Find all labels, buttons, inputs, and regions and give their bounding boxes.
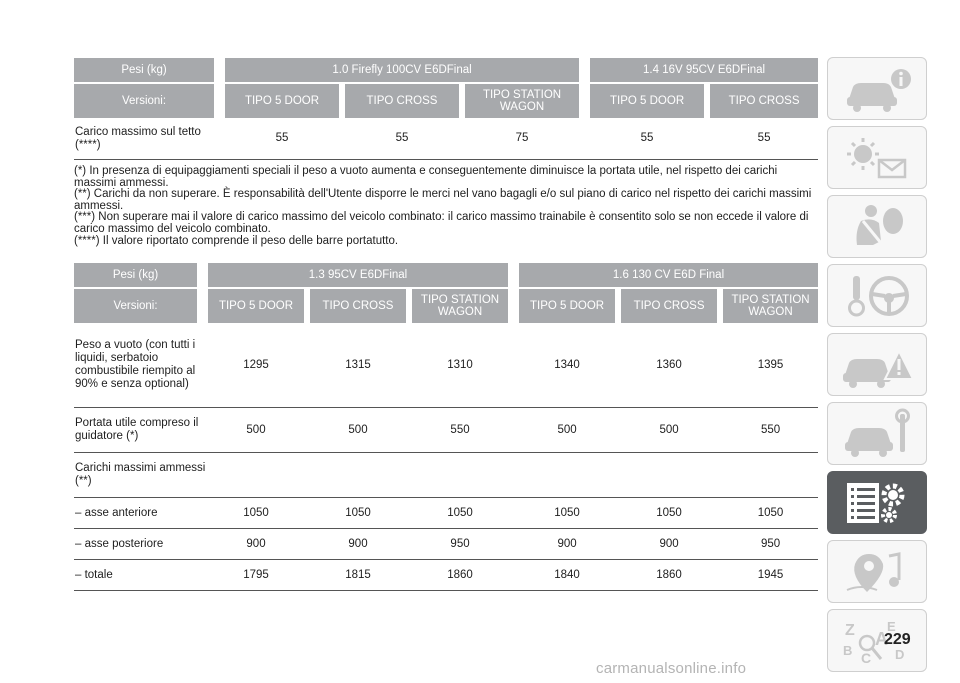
key-steering-wheel-icon	[837, 270, 917, 322]
cell: 75	[465, 118, 579, 160]
row-label: Carichi massimi ammessi (**)	[74, 453, 208, 498]
versions-label: Versioni:	[74, 84, 214, 118]
tab-alphabetical-index[interactable]	[827, 609, 927, 672]
warning-lights-icon	[837, 132, 917, 184]
version-header: TIPO 5 DOOR	[225, 84, 339, 118]
table-row	[74, 529, 818, 560]
cell: 1860	[412, 560, 508, 591]
svg-text:A: A	[875, 628, 888, 649]
row-label: – totale	[74, 560, 208, 591]
multimedia-icon	[837, 546, 917, 598]
engine-header: 1.4 16V 95CV E6DFinal	[590, 58, 818, 82]
version-header: TIPO STATION WAGON	[412, 289, 508, 323]
version-header: TIPO 5 DOOR	[519, 289, 615, 323]
cell: 1795	[208, 560, 304, 591]
engine-header: 1.0 Firefly 100CV E6DFinal	[225, 58, 579, 82]
cell: 55	[345, 118, 459, 160]
row-label: Portata utile compreso il guidatore (*)	[74, 408, 208, 453]
seatbelt-airbag-icon	[837, 201, 917, 253]
weights-table-2	[74, 263, 818, 591]
watermark: carmanualsonline.info	[596, 660, 747, 677]
cell: 1310	[412, 323, 508, 408]
tab-car-maintenance[interactable]	[827, 402, 927, 465]
car-accident-icon	[837, 339, 917, 391]
cell: 900	[208, 529, 304, 560]
header-label: Pesi (kg)	[74, 58, 214, 82]
version-header: TIPO 5 DOOR	[590, 84, 704, 118]
svg-text:C: C	[861, 649, 872, 666]
tab-car-info[interactable]	[827, 57, 927, 120]
cell: 1340	[519, 323, 615, 408]
footnote: (****) Il valore riportato comprende il peso delle barre portatutto.	[74, 234, 399, 247]
svg-text:E: E	[887, 618, 896, 634]
cell: 1945	[723, 560, 818, 591]
cell: 500	[519, 408, 615, 453]
svg-text:Z: Z	[845, 621, 855, 639]
cell: 1360	[621, 323, 717, 408]
svg-text:B: B	[843, 642, 853, 658]
row-label: Carico massimo sul tetto (****)	[74, 118, 225, 160]
table-header-versions	[74, 289, 818, 323]
table-header-engines	[74, 263, 818, 287]
cell: 1050	[208, 498, 304, 529]
technical-data-icon	[837, 477, 917, 529]
cell	[412, 453, 508, 498]
cell: 500	[310, 408, 406, 453]
version-header: TIPO STATION WAGON	[465, 84, 579, 118]
cell: 1295	[208, 323, 304, 408]
version-header: TIPO 5 DOOR	[208, 289, 304, 323]
cell	[621, 453, 717, 498]
row-label: Peso a vuoto (con tutti i liquidi, serbatoio combustibile riempito al 90% e senza optional)	[74, 323, 208, 408]
tab-seatbelt-airbag[interactable]	[827, 195, 927, 258]
versions-label: Versioni:	[74, 289, 197, 323]
footnote: (*) In presenza di equipaggiamenti speciali il peso a vuoto aumenta e conseguentemente diminuisce la portata utile, nel rispetto dei carichi massimi ammessi.	[74, 165, 778, 189]
tab-technical-data[interactable]	[827, 471, 927, 534]
svg-text:D: D	[895, 646, 905, 662]
cell: 1315	[310, 323, 406, 408]
cell: 1050	[519, 498, 615, 529]
cell: 1395	[723, 323, 818, 408]
table-row	[74, 118, 818, 160]
cell: 950	[723, 529, 818, 560]
cell: 1840	[519, 560, 615, 591]
footnote: (**) Carichi da non superare. È responsabilità dell'Utente disporre le merci nel vano bagagli e/o sul piano di carico nel rispetto dei carichi massimi ammessi.	[74, 188, 812, 212]
table-row	[74, 323, 818, 408]
header-label: Pesi (kg)	[74, 263, 197, 287]
chapter-sidebar	[827, 57, 927, 678]
cell	[723, 453, 818, 498]
cell: 950	[412, 529, 508, 560]
page-number: 229	[884, 631, 911, 648]
tab-warning-lights[interactable]	[827, 126, 927, 189]
cell: 900	[621, 529, 717, 560]
cell: 1050	[412, 498, 508, 529]
weights-table-1	[74, 58, 818, 160]
cell: 550	[723, 408, 818, 453]
cell: 900	[310, 529, 406, 560]
cell: 900	[519, 529, 615, 560]
cell: 500	[621, 408, 717, 453]
version-header: TIPO CROSS	[710, 84, 818, 118]
table-header-engines	[74, 58, 818, 82]
cell	[519, 453, 615, 498]
cell: 55	[710, 118, 818, 160]
version-header: TIPO CROSS	[310, 289, 406, 323]
cell	[208, 453, 304, 498]
cell	[310, 453, 406, 498]
tab-multimedia[interactable]	[827, 540, 927, 603]
footnotes	[74, 166, 818, 247]
version-header: TIPO CROSS	[621, 289, 717, 323]
engine-header: 1.3 95CV E6DFinal	[208, 263, 508, 287]
footnote: (***) Non superare mai il valore di carico massimo del veicolo combinato: il carico massimo trainabile è consentito solo se non eccede il valore di carico massimo del veicolo combinato.	[74, 211, 809, 235]
tab-key-steering-wheel[interactable]	[827, 264, 927, 327]
table-row	[74, 498, 818, 529]
table-header-versions	[74, 84, 818, 118]
cell: 55	[590, 118, 704, 160]
table-row	[74, 453, 818, 498]
cell: 1860	[621, 560, 717, 591]
version-header: TIPO STATION WAGON	[723, 289, 818, 323]
cell: 500	[208, 408, 304, 453]
table-row	[74, 408, 818, 453]
car-maintenance-icon	[837, 408, 917, 460]
car-info-icon	[837, 63, 917, 115]
cell: 55	[225, 118, 339, 160]
table-row	[74, 560, 818, 591]
row-label: – asse posteriore	[74, 529, 208, 560]
cell: 1050	[723, 498, 818, 529]
page-content	[74, 58, 818, 591]
version-header: TIPO CROSS	[345, 84, 459, 118]
engine-header: 1.6 130 CV E6D Final	[519, 263, 818, 287]
cell: 1050	[310, 498, 406, 529]
tab-car-accident[interactable]	[827, 333, 927, 396]
cell: 550	[412, 408, 508, 453]
cell: 1050	[621, 498, 717, 529]
cell: 1815	[310, 560, 406, 591]
row-label: – asse anteriore	[74, 498, 208, 529]
